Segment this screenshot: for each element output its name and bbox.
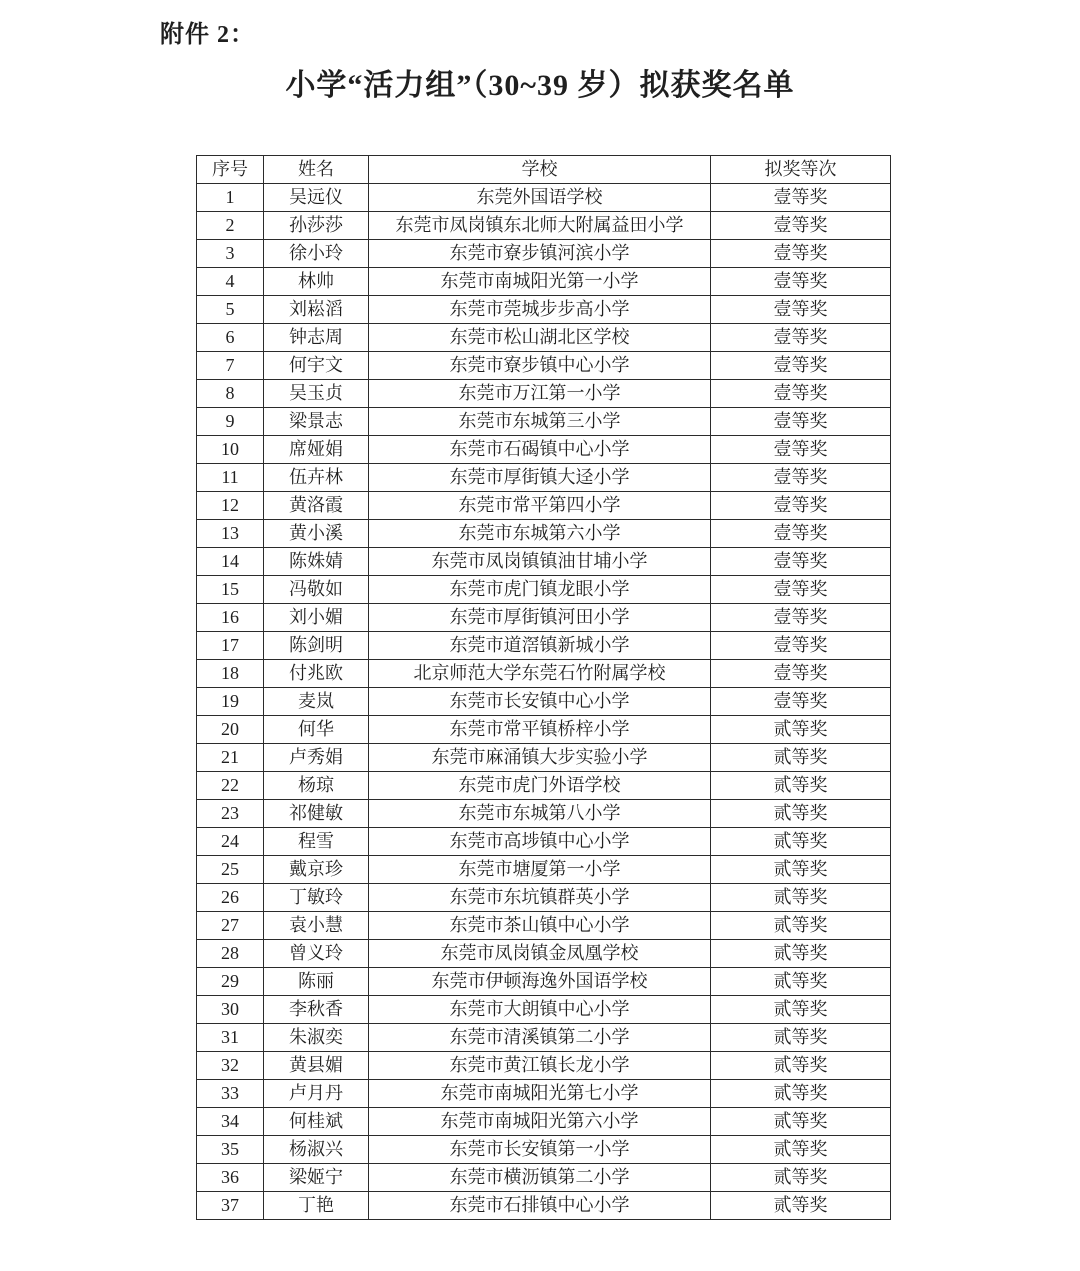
cell-name: 黄县媚 [264,1052,369,1080]
cell-award: 壹等奖 [711,380,891,408]
cell-name: 何宇文 [264,352,369,380]
table-row [197,352,891,380]
cell-index: 10 [197,436,264,464]
award-table [196,155,891,1220]
cell-award: 贰等奖 [711,856,891,884]
cell-index: 29 [197,968,264,996]
cell-name: 梁姬宁 [264,1164,369,1192]
cell-index: 11 [197,464,264,492]
table-row [197,408,891,436]
cell-index: 18 [197,660,264,688]
cell-name: 丁艳 [264,1192,369,1220]
table-row [197,1136,891,1164]
table-row [197,716,891,744]
cell-school: 东莞市寮步镇中心小学 [369,352,711,380]
cell-school: 东莞市横沥镇第二小学 [369,1164,711,1192]
cell-award: 贰等奖 [711,1136,891,1164]
cell-name: 刘小媚 [264,604,369,632]
table-row [197,1192,891,1220]
cell-award: 壹等奖 [711,268,891,296]
cell-index: 13 [197,520,264,548]
table-row [197,324,891,352]
cell-name: 何华 [264,716,369,744]
table-row [197,184,891,212]
cell-award: 壹等奖 [711,464,891,492]
table-row [197,380,891,408]
cell-name: 付兆欧 [264,660,369,688]
cell-school: 东莞市石排镇中心小学 [369,1192,711,1220]
table-row [197,688,891,716]
cell-school: 东莞市虎门外语学校 [369,772,711,800]
cell-award: 贰等奖 [711,716,891,744]
cell-index: 37 [197,1192,264,1220]
cell-index: 20 [197,716,264,744]
cell-index: 7 [197,352,264,380]
cell-name: 程雪 [264,828,369,856]
cell-name: 伍卉林 [264,464,369,492]
cell-school: 东莞市东城第八小学 [369,800,711,828]
cell-name: 席娅娟 [264,436,369,464]
cell-award: 贰等奖 [711,996,891,1024]
table-row [197,548,891,576]
table-row [197,1080,891,1108]
cell-award: 贰等奖 [711,912,891,940]
table-row [197,296,891,324]
cell-award: 贰等奖 [711,1024,891,1052]
cell-name: 梁景志 [264,408,369,436]
table-row [197,604,891,632]
cell-index: 30 [197,996,264,1024]
cell-school: 东莞市南城阳光第六小学 [369,1108,711,1136]
cell-name: 卢秀娟 [264,744,369,772]
cell-school: 东莞市常平镇桥梓小学 [369,716,711,744]
cell-school: 东莞市长安镇中心小学 [369,688,711,716]
page-title: 小学“活力组”（30~39 岁）拟获奖名单 [285,69,795,102]
table-row [197,968,891,996]
cell-school: 东莞市东坑镇群英小学 [369,884,711,912]
table-row [197,772,891,800]
cell-school: 东莞市大朗镇中心小学 [369,996,711,1024]
cell-award: 贰等奖 [711,884,891,912]
cell-index: 21 [197,744,264,772]
table-row [197,212,891,240]
table-row [197,800,891,828]
cell-index: 36 [197,1164,264,1192]
cell-name: 钟志周 [264,324,369,352]
cell-award: 壹等奖 [711,240,891,268]
cell-name: 林帅 [264,268,369,296]
cell-index: 16 [197,604,264,632]
cell-award: 贰等奖 [711,1192,891,1220]
cell-school: 东莞市东城第六小学 [369,520,711,548]
table-row [197,268,891,296]
cell-index: 9 [197,408,264,436]
cell-award: 壹等奖 [711,632,891,660]
cell-school: 东莞市虎门镇龙眼小学 [369,576,711,604]
cell-school: 东莞市寮步镇河滨小学 [369,240,711,268]
cell-award: 壹等奖 [711,296,891,324]
cell-award: 壹等奖 [711,184,891,212]
cell-award: 贰等奖 [711,744,891,772]
table-row [197,464,891,492]
cell-index: 6 [197,324,264,352]
cell-name: 袁小慧 [264,912,369,940]
cell-school: 东莞市石碣镇中心小学 [369,436,711,464]
cell-index: 22 [197,772,264,800]
cell-school: 东莞外国语学校 [369,184,711,212]
cell-award: 贰等奖 [711,1108,891,1136]
cell-index: 12 [197,492,264,520]
cell-award: 壹等奖 [711,492,891,520]
cell-school: 东莞市东城第三小学 [369,408,711,436]
attachment-label: 附件 2： [160,22,255,48]
cell-name: 陈姝婧 [264,548,369,576]
cell-school: 东莞市莞城步步高小学 [369,296,711,324]
table-row [197,1052,891,1080]
cell-name: 陈丽 [264,968,369,996]
cell-award: 壹等奖 [711,212,891,240]
cell-award: 贰等奖 [711,800,891,828]
cell-school: 东莞市黄江镇长龙小学 [369,1052,711,1080]
cell-index: 28 [197,940,264,968]
cell-index: 26 [197,884,264,912]
table-row [197,436,891,464]
table-row [197,1108,891,1136]
cell-index: 17 [197,632,264,660]
header-row [197,156,891,184]
column-header-award: 拟奖等次 [711,156,891,184]
cell-name: 黄小溪 [264,520,369,548]
cell-school: 东莞市伊顿海逸外国语学校 [369,968,711,996]
cell-award: 贰等奖 [711,1164,891,1192]
table-row [197,632,891,660]
table-row [197,492,891,520]
cell-school: 东莞市凤岗镇镇油甘埔小学 [369,548,711,576]
cell-index: 23 [197,800,264,828]
cell-index: 1 [197,184,264,212]
cell-name: 卢月丹 [264,1080,369,1108]
cell-school: 东莞市塘厦第一小学 [369,856,711,884]
cell-name: 麦岚 [264,688,369,716]
cell-index: 15 [197,576,264,604]
cell-award: 贰等奖 [711,1052,891,1080]
table-row [197,996,891,1024]
cell-school: 东莞市茶山镇中心小学 [369,912,711,940]
cell-index: 24 [197,828,264,856]
cell-school: 北京师范大学东莞石竹附属学校 [369,660,711,688]
cell-award: 壹等奖 [711,576,891,604]
column-header-index: 序号 [197,156,264,184]
column-header-name: 姓名 [264,156,369,184]
cell-name: 丁敏玲 [264,884,369,912]
cell-school: 东莞市常平第四小学 [369,492,711,520]
cell-school: 东莞市凤岗镇金凤凰学校 [369,940,711,968]
award-table-header [197,156,891,184]
cell-award: 贰等奖 [711,968,891,996]
cell-index: 35 [197,1136,264,1164]
cell-award: 壹等奖 [711,604,891,632]
cell-school: 东莞市南城阳光第一小学 [369,268,711,296]
table-row [197,940,891,968]
cell-award: 壹等奖 [711,660,891,688]
cell-school: 东莞市万江第一小学 [369,380,711,408]
cell-index: 33 [197,1080,264,1108]
cell-award: 壹等奖 [711,548,891,576]
cell-index: 25 [197,856,264,884]
cell-name: 吴远仪 [264,184,369,212]
cell-index: 5 [197,296,264,324]
table-row [197,1164,891,1192]
cell-index: 32 [197,1052,264,1080]
cell-name: 戴京珍 [264,856,369,884]
table-row [197,884,891,912]
table-row [197,1024,891,1052]
cell-index: 19 [197,688,264,716]
cell-school: 东莞市道滘镇新城小学 [369,632,711,660]
cell-school: 东莞市凤岗镇东北师大附属益田小学 [369,212,711,240]
table-row [197,744,891,772]
table-row [197,856,891,884]
cell-award: 贰等奖 [711,828,891,856]
cell-index: 2 [197,212,264,240]
cell-award: 贰等奖 [711,1080,891,1108]
cell-school: 东莞市高埗镇中心小学 [369,828,711,856]
table-row [197,240,891,268]
cell-name: 李秋香 [264,996,369,1024]
cell-award: 壹等奖 [711,520,891,548]
cell-index: 31 [197,1024,264,1052]
cell-award: 贰等奖 [711,772,891,800]
cell-name: 杨淑兴 [264,1136,369,1164]
cell-index: 4 [197,268,264,296]
cell-name: 何桂斌 [264,1108,369,1136]
cell-index: 3 [197,240,264,268]
cell-award: 壹等奖 [711,324,891,352]
column-header-school: 学校 [369,156,711,184]
cell-award: 壹等奖 [711,688,891,716]
cell-index: 8 [197,380,264,408]
table-row [197,520,891,548]
cell-name: 孙莎莎 [264,212,369,240]
cell-index: 14 [197,548,264,576]
cell-school: 东莞市长安镇第一小学 [369,1136,711,1164]
table-row [197,912,891,940]
cell-name: 黄洛霞 [264,492,369,520]
cell-name: 刘崧滔 [264,296,369,324]
cell-index: 27 [197,912,264,940]
cell-name: 徐小玲 [264,240,369,268]
cell-name: 冯敬如 [264,576,369,604]
cell-award: 壹等奖 [711,408,891,436]
cell-name: 朱淑奕 [264,1024,369,1052]
table-row [197,828,891,856]
cell-award: 壹等奖 [711,436,891,464]
cell-school: 东莞市松山湖北区学校 [369,324,711,352]
cell-index: 34 [197,1108,264,1136]
cell-award: 壹等奖 [711,352,891,380]
cell-name: 祁健敏 [264,800,369,828]
cell-school: 东莞市麻涌镇大步实验小学 [369,744,711,772]
cell-name: 曾义玲 [264,940,369,968]
cell-award: 贰等奖 [711,940,891,968]
table-row [197,660,891,688]
cell-school: 东莞市厚街镇大迳小学 [369,464,711,492]
cell-name: 杨琼 [264,772,369,800]
table-row [197,576,891,604]
cell-name: 吴玉贞 [264,380,369,408]
cell-school: 东莞市南城阳光第七小学 [369,1080,711,1108]
award-table-body [197,184,891,1220]
cell-name: 陈剑明 [264,632,369,660]
cell-school: 东莞市清溪镇第二小学 [369,1024,711,1052]
cell-school: 东莞市厚街镇河田小学 [369,604,711,632]
